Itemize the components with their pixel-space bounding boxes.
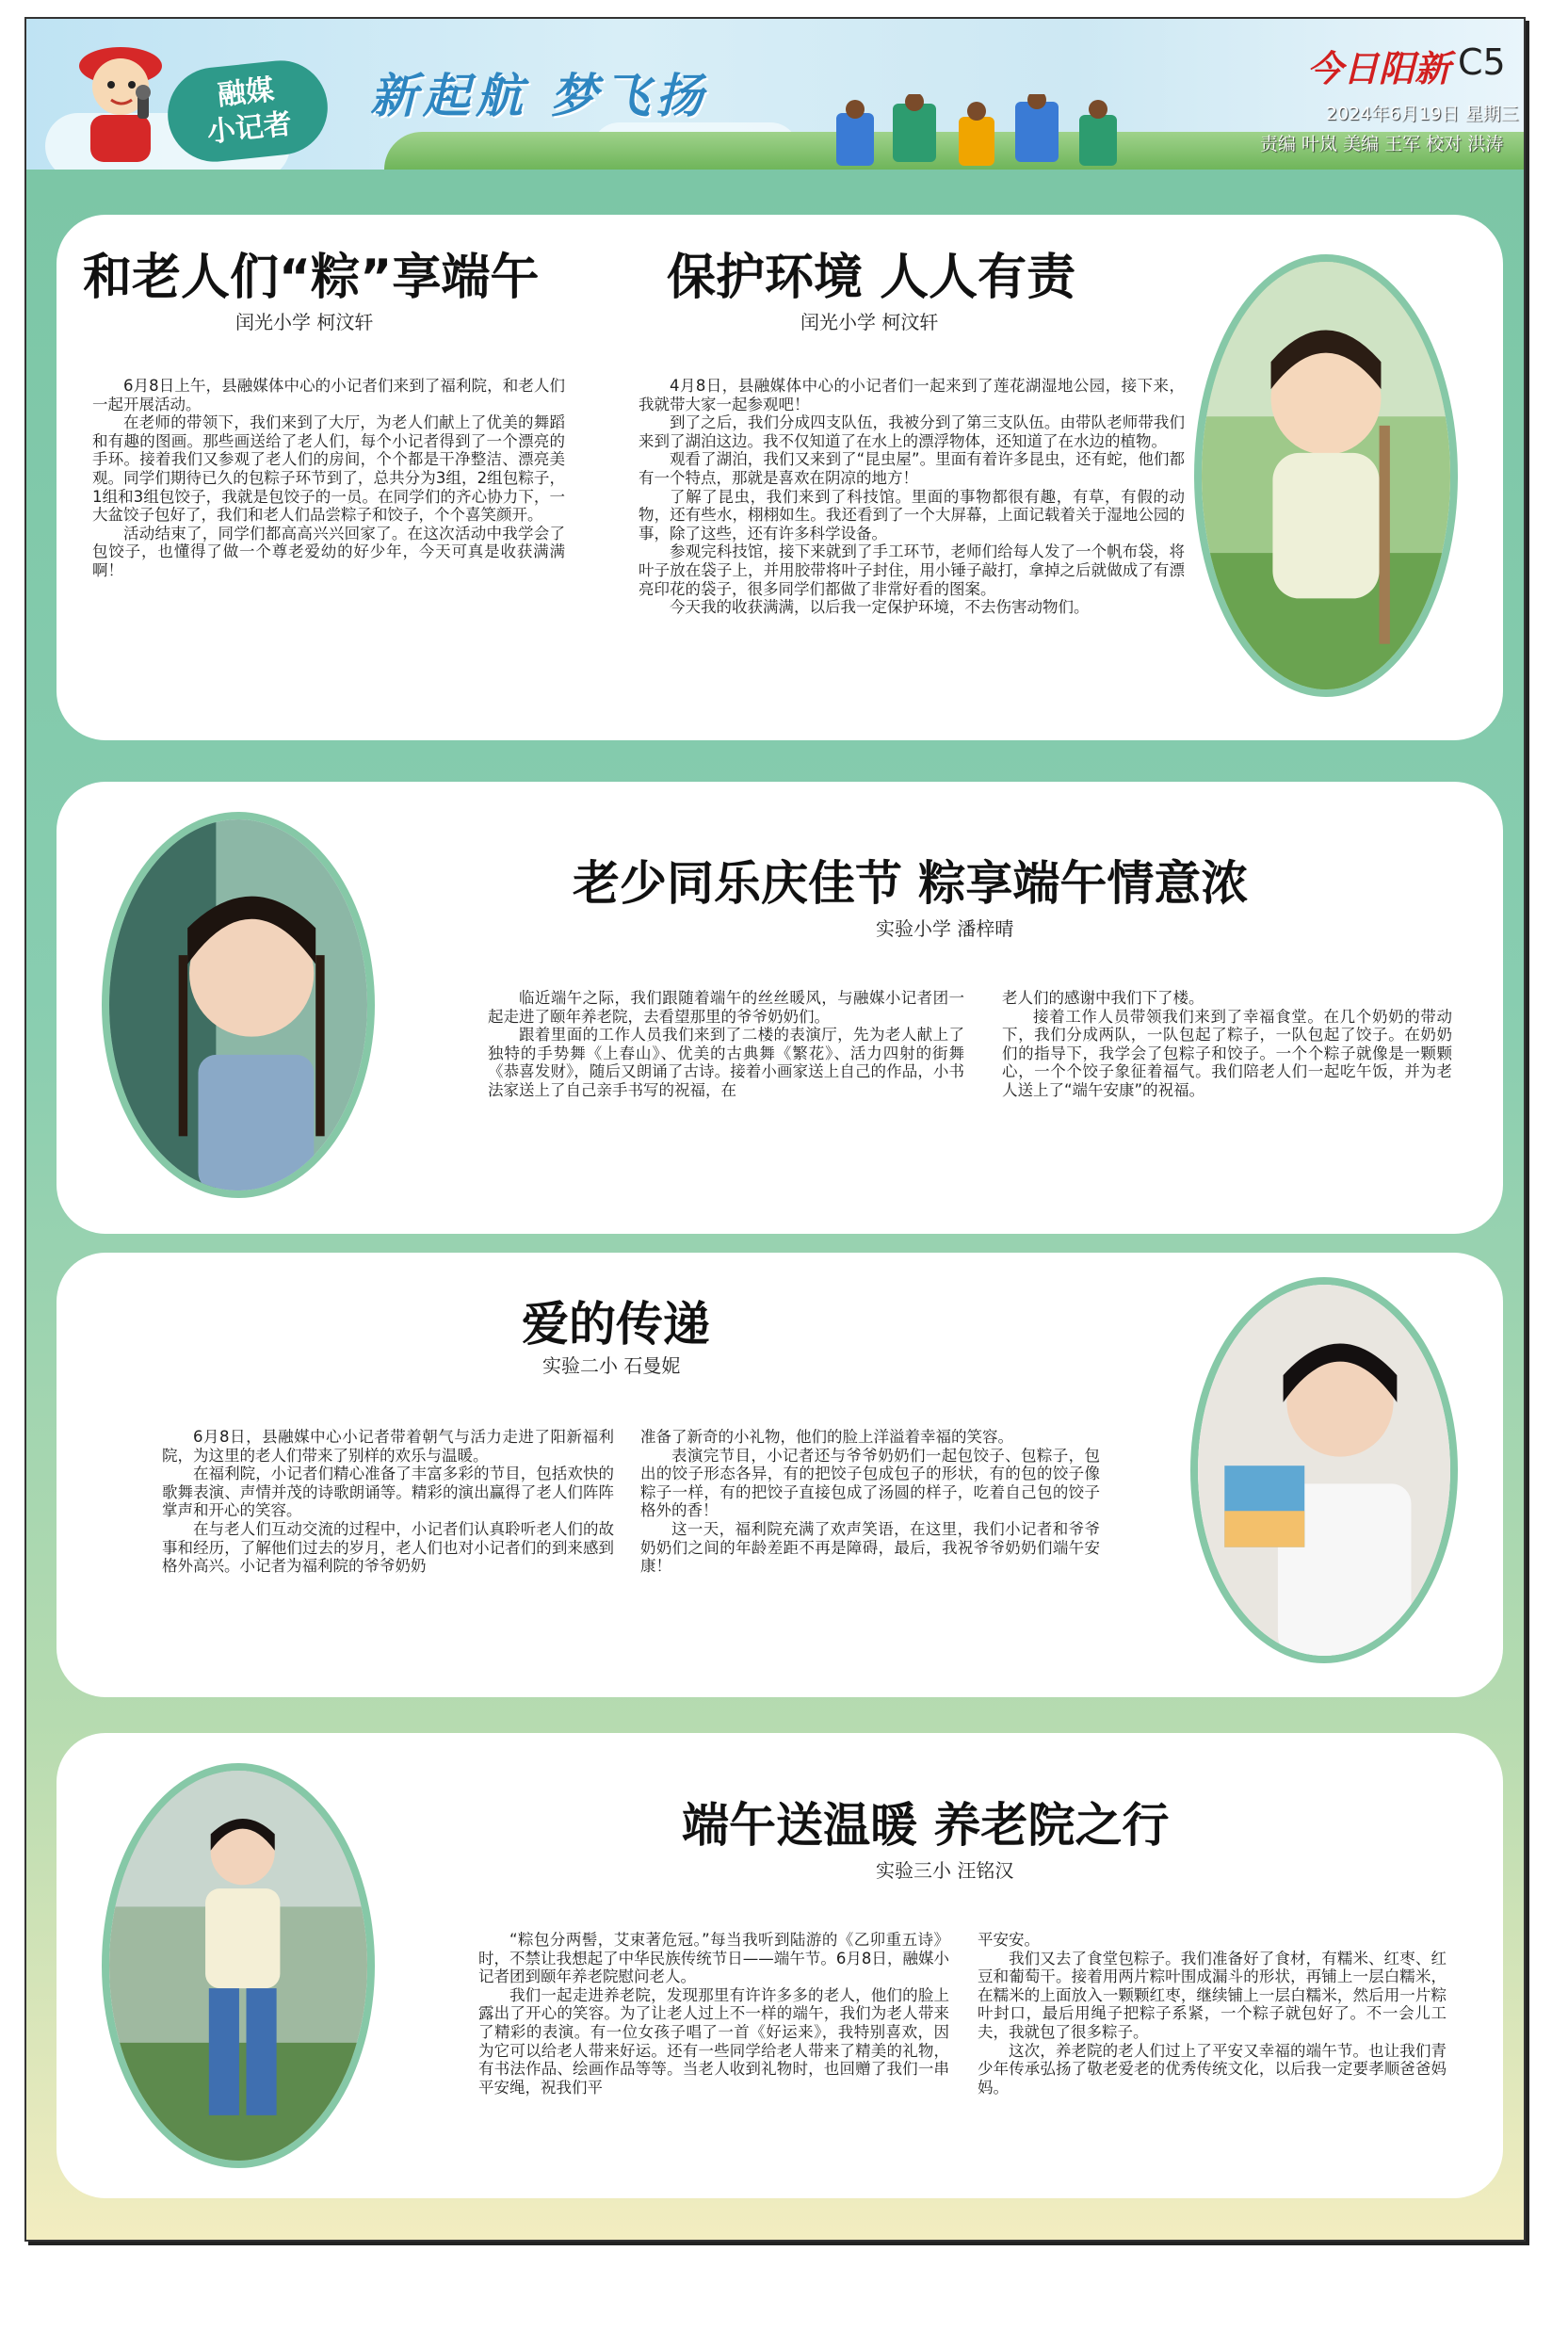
article-body-left [488, 989, 964, 1100]
article-title: 爱的传递 [522, 1297, 710, 1352]
paragraph: 我们一起走进养老院，发现那里有许许多多的老人，他们的脸上露出了开心的笑容。为了让老人过上不一样的端午，我们为老人带来了精彩的表演。有一位女孩子唱了一首《好运来》，我特别喜欢，因为它可以给老人带来好运。还有一些同学给老人带来了精美的礼物，有书法作品、绘画作品等等。当老人收到礼物时，也回赠了我们一串平安绳，祝我们平 [478, 1985, 949, 2097]
issue-date: 2024年6月19日 星期三 [1326, 104, 1519, 124]
badge-line-1: 融媒 [216, 73, 276, 113]
paragraph: 活动结束了，同学们都高高兴兴回家了。在这次活动中我学会了包饺子，也懂得了做一个尊老爱幼的好少年，今天可真是收获满满啊！ [92, 524, 565, 579]
article-title: 和老人们“粽”享端午 [83, 250, 540, 306]
article-byline: 闰光小学 柯汶轩 [800, 311, 939, 333]
article-title: 保护环境 人人有责 [667, 250, 1076, 306]
article-title: 端午送温暖 养老院之行 [682, 1798, 1170, 1853]
paragraph: “粽包分两髻，艾束著危冠。”每当我听到陆游的《乙卯重五诗》时，不禁让我想起了中华民族传统节日——端午节。6月8日，融媒小记者团到颐年养老院慰问老人。 [478, 1931, 949, 1986]
photo-girl-holding-painting [1198, 1285, 1450, 1656]
newspaper-page [24, 17, 1526, 2242]
paragraph: 表演完节目，小记者还与爷爷奶奶们一起包饺子、包粽子，包出的饺子形态各异，有的把饺子包成包子的形状，有的包的饺子像粽子一样，有的把饺子直接包成了汤圆的样子，吃着自己包的饺子格外的香！ [640, 1446, 1100, 1520]
article-byline: 实验三小 汪铭汉 [876, 1859, 1014, 1882]
article-body [639, 377, 1185, 617]
paragraph: 在老师的带领下，我们来到了大厅，为老人们献上了优美的舞蹈和有趣的图画。那些画送给了老人们，每个小记者得到了一个漂亮的手环。接着我们又参观了老人们的房间，个个都是干净整洁、漂亮美观。同学们期待已久的包粽子环节到了，总共分为3组，2组包粽子，1组和3组包饺子，我就是包饺子的一员。在同学们的齐心协力下，一大盆饺子包好了，我们和老人们品尝粽子和饺子，个个喜笑颜开。 [92, 413, 565, 525]
paragraph: 接着工作人员带领我们来到了幸福食堂。在几个奶奶的带动下，我们分成两队，一队包起了粽子，一队包起了饺子。在奶奶们的指导下，我学会了包粽子和饺子。一个个粽子就像是一颗颗心，一个个饺子象征着福气。我们陪老人们一起吃午饭，并为老人送上了“端午安康”的祝福。 [1002, 1007, 1452, 1099]
paragraph: 我们又去了食堂包粽子。我们准备好了食材，有糯米、红枣、红豆和葡萄干。接着用两片粽叶围成漏斗的形状，再铺上一层白糯米，在糯米的上面放入一颗颗红枣，继续铺上一层白糯米，然后用一片粽叶封口，最后用绳子把粽子系紧，一个粽子就包好了。不一会儿工夫，我就包了很多粽子。 [978, 1949, 1447, 2041]
paragraph: 到了之后，我们分成四支队伍，我被分到了第三支队伍。由带队老师带我们来到了湖泊这边。我不仅知道了在水上的漂浮物体，还知道了在水边的植物。 [639, 413, 1185, 450]
article-byline: 闰光小学 柯汶轩 [235, 311, 374, 333]
reporter-photo [1194, 254, 1458, 697]
paragraph: 观看了湖泊，我们又来到了“昆虫屋”。里面有着许多昆虫，还有蛇，他们都有一个特点，那就是喜欢在阴凉的地方！ [639, 450, 1185, 487]
paragraph: 这一天，福利院充满了欢声笑语，在这里，我们小记者和爷爷奶奶们之间的年龄差距不再是障碍，最后，我祝爷爷奶奶们端午安康！ [640, 1519, 1100, 1576]
paragraph: 在与老人们互动交流的过程中，小记者们认真聆听老人们的故事和经历，了解他们过去的岁月，老人们也对小记者们的到来感到格外高兴。小记者为福利院的爷爷奶奶 [162, 1519, 614, 1576]
article-body-right [1002, 989, 1452, 1100]
article-body-left [478, 1931, 949, 2097]
badge-line-2: 小记者 [205, 107, 294, 150]
newspaper-logo: 今日阳新 [1307, 47, 1451, 89]
paragraph: 了解了昆虫，我们来到了科技馆。里面的事物都很有趣，有草，有假的动物，还有些水，栩栩如生。我还看到了一个大屏幕，上面记载着关于湿地公园的事，除了这些，还有许多科学设备。 [639, 487, 1185, 543]
section-badge [163, 56, 332, 166]
photo-girl-braids [109, 819, 367, 1190]
paragraph: 这次，养老院的老人们过上了平安又幸福的端午节。也让我们青少年传承弘扬了敬老爱老的优秀传统文化，以后我一定要孝顺爸爸妈妈。 [978, 2041, 1447, 2097]
kids-with-phones-illustration [827, 94, 1138, 170]
paragraph: 6月8日，县融媒中心小记者带着朝气与活力走进了阳新福利院，为这里的老人们带来了别样的欢乐与温暖。 [162, 1428, 614, 1465]
photo-boy-standing [109, 1771, 367, 2161]
reporter-photo [1190, 1277, 1458, 1663]
article-body-right [640, 1428, 1100, 1576]
article-body-right [978, 1931, 1447, 2097]
article-byline: 实验二小 石曼妮 [542, 1354, 681, 1377]
article-byline: 实验小学 潘梓晴 [876, 917, 1014, 940]
paragraph: 6月8日上午，县融媒体中心的小记者们来到了福利院，和老人们一起开展活动。 [92, 377, 565, 413]
paragraph: 临近端午之际，我们跟随着端午的丝丝暖风，与融媒小记者团一起走进了颐年养老院，去看望那里的爷爷奶奶们。 [488, 989, 964, 1026]
paragraph: 准备了新奇的小礼物，他们的脸上洋溢着幸福的笑容。 [640, 1428, 1013, 1446]
page-masthead [26, 19, 1524, 170]
photo-girl-outdoor [1202, 262, 1450, 689]
article-body [92, 377, 565, 580]
article-title: 老少同乐庆佳节 粽享端午情意浓 [573, 856, 1249, 911]
reporter-mascot-icon [64, 28, 177, 165]
paragraph: 老人们的感谢中我们下了楼。 [1002, 989, 1204, 1007]
paragraph: 4月8日，县融媒体中心的小记者们一起来到了莲花湖湿地公园，接下来，我就带大家一起参观吧！ [639, 377, 1185, 413]
paragraph: 参观完科技馆，接下来就到了手工环节，老师们给每人发了一个帆布袋，将叶子放在袋子上，并用胶带将叶子封住，用小锤子敲打，拿掉之后就做成了有漂亮印花的袋子，很多同学们都做了非常好看的图案。 [639, 543, 1185, 598]
page-number: C5 [1458, 41, 1506, 83]
paragraph: 跟着里面的工作人员我们来到了二楼的表演厅，先为老人献上了独特的手势舞《上春山》、优美的古典舞《繁花》、活力四射的街舞《恭喜发财》，随后又朗诵了古诗。接着小画家送上自己的作品，小书法家送上了自己亲手书写的祝福，在 [488, 1026, 964, 1099]
editor-credits: 责编 叶岚 美编 王军 校对 洪涛 [1260, 134, 1504, 154]
paragraph: 平安安。 [978, 1931, 1040, 1949]
reporter-photo [102, 1763, 375, 2168]
reporter-photo [102, 812, 375, 1198]
paragraph: 今天我的收获满满，以后我一定保护环境，不去伤害动物们。 [670, 598, 1090, 617]
article-body-left [162, 1428, 614, 1576]
paragraph: 在福利院，小记者们精心准备了丰富多彩的节目，包括欢快的歌舞表演、声情并茂的诗歌朗诵等。精彩的演出赢得了老人们阵阵掌声和开心的笑容。 [162, 1465, 614, 1520]
section-slogan: 新起航 梦飞扬 [370, 69, 709, 123]
